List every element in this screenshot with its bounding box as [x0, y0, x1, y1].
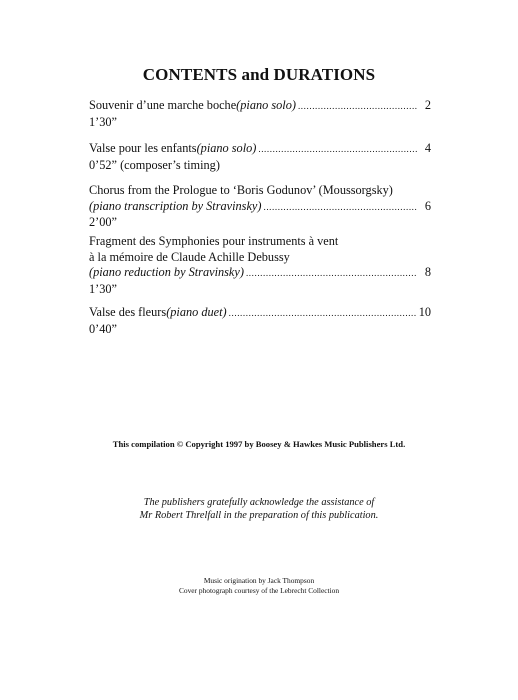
copyright-notice: This compilation © Copyright 1997 by Boosey & Hawkes Music Publishers Ltd. — [112, 439, 406, 449]
entry-title: Chorus from the Prologue to ‘Boris Godunov’ (Moussorgsky) — [89, 183, 393, 197]
entry-title-continued: à la mémoire de Claude Achille Debussy — [89, 249, 290, 264]
credits-music-origination: Music origination by Jack Thompson — [203, 576, 315, 585]
entry-instrumentation: (piano solo) — [196, 141, 257, 155]
entry-instrumentation: (piano duet) — [166, 305, 227, 319]
contents-entry — [89, 141, 431, 173]
acknowledgement-line-1: The publishers gratefully acknowledge the assistance of — [143, 497, 375, 508]
entry-title-line-2 — [89, 250, 431, 266]
contents-entry — [89, 183, 431, 231]
contents-entry — [89, 234, 431, 297]
entry-title: Fragment des Symphonies pour instruments à vent — [89, 234, 339, 248]
leader-dots — [298, 99, 417, 115]
entry-title-line — [89, 98, 431, 115]
page-title: CONTENTS and DURATIONS — [142, 65, 376, 84]
entry-duration-line — [89, 282, 431, 298]
acknowledgement-line-2: Mr Robert Threlfall in the preparation of this publication. — [139, 510, 379, 521]
entry-title: Souvenir d’une marche boche — [89, 98, 237, 112]
entry-subtitle-line — [89, 199, 431, 216]
entry-instrumentation: (piano transcription by Stravinsky) — [89, 198, 262, 213]
contents-entry — [89, 305, 431, 337]
entry-duration-line — [89, 322, 431, 338]
entry-title-line — [89, 141, 431, 158]
page-number: 2 — [424, 98, 431, 112]
entry-instrumentation: (piano reduction by Stravinsky) — [89, 265, 244, 279]
entry-title: Valse pour les enfants — [89, 141, 197, 155]
credits — [0, 576, 518, 595]
page-number: 4 — [424, 141, 431, 155]
entry-duration-line — [89, 115, 431, 131]
leader-dots — [258, 142, 417, 158]
entry-duration: 0’40” — [89, 321, 117, 336]
entry-subtitle-line — [89, 265, 431, 282]
entry-duration: 1’30” — [89, 114, 117, 129]
leader-dots — [246, 266, 417, 282]
entry-duration-line — [89, 215, 431, 231]
page-number: 6 — [424, 198, 431, 213]
entry-duration: 1’30” — [89, 281, 117, 296]
entry-title: Valse des fleurs — [89, 305, 167, 319]
leader-dots — [263, 200, 417, 216]
entry-duration: 0’52” (composer’s timing) — [89, 157, 220, 172]
page-number: 8 — [424, 265, 431, 279]
entry-duration: 2’00” — [89, 215, 117, 229]
entry-instrumentation: (piano solo) — [236, 98, 296, 112]
credits-cover-photo: Cover photograph courtesy of the Lebrecht Collection — [178, 585, 340, 595]
entry-title-line — [89, 183, 431, 199]
entry-title-line — [89, 305, 431, 322]
entry-title-line — [89, 234, 431, 250]
entry-duration-line — [89, 158, 431, 174]
leader-dots — [229, 306, 417, 322]
contents-entry — [89, 98, 431, 130]
page-number: 10 — [418, 305, 431, 319]
acknowledgement — [0, 496, 518, 522]
